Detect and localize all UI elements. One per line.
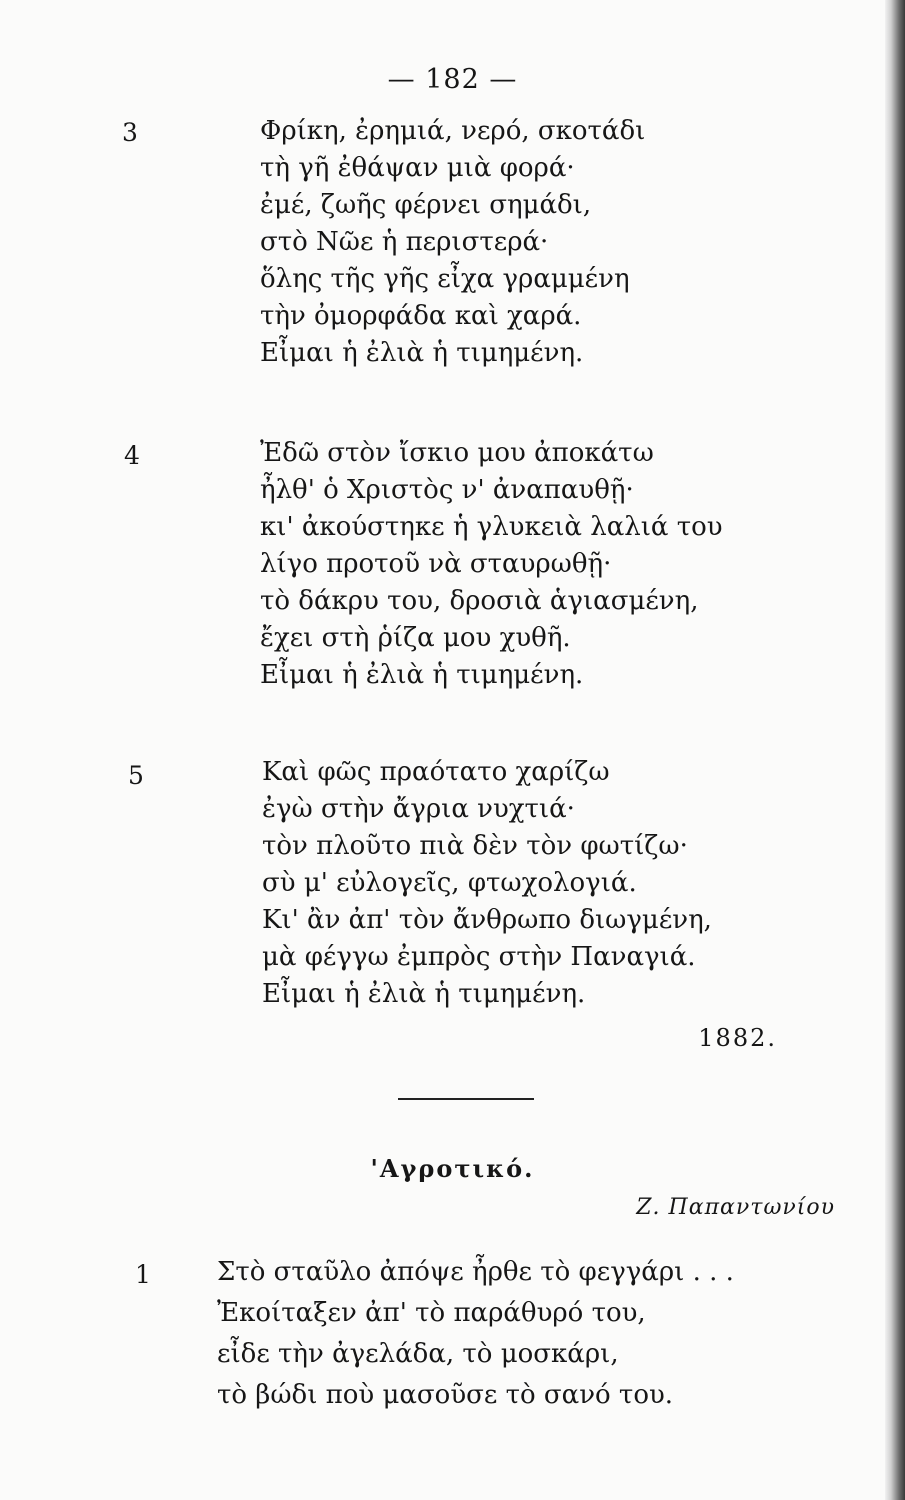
stanza-number: 1 [135, 1260, 151, 1289]
verse-line: τὸ δάκρυ του, δροσιὰ ἁγιασμένη, [260, 586, 699, 616]
stanza-number: 5 [128, 761, 144, 790]
page-edge-shadow [885, 0, 905, 1500]
verse-line: μὰ φέγγω ἐμπρὸς στὴν Παναγιά. [262, 942, 696, 972]
verse-line: ὅλης τῆς γῆς εἶχα γραμμένη [260, 264, 630, 294]
page-number: — 182 — [387, 64, 518, 95]
verse-line: τὴν ὀμορφάδα καὶ χαρά. [260, 301, 582, 331]
verse-line: Καὶ φῶς πραότατο χαρίζω [262, 757, 610, 787]
verse-line: Ἐκοίταξεν ἀπ' τὸ παράθυρό του, [217, 1298, 646, 1328]
verse-line: ἔχει στὴ ῥίζα μου χυθῆ. [260, 623, 571, 653]
verse-line: Εἶμαι ἡ ἐλιὰ ἡ τιμημένη. [262, 979, 586, 1009]
poem-date: 1882. [698, 1024, 777, 1052]
verse-line: εἶδε τὴν ἀγελάδα, τὸ μοσκάρι, [217, 1339, 619, 1369]
verse-line: στὸ Νῶε ἡ περιστερά· [260, 227, 549, 257]
stanza-4 [260, 435, 723, 694]
stanza-3 [260, 113, 645, 372]
verse-line: ἐγὼ στὴν ἄγρια νυχτιά· [262, 794, 575, 824]
stanza-number: 4 [124, 441, 140, 470]
verse-line: ἐμέ, ζωῆς φέρνει σημάδι, [260, 190, 592, 220]
verse-line: Κι' ἂν ἀπ' τὸν ἄνθρωπο διωγμένη, [262, 905, 712, 935]
verse-line: Ἐδῶ στὸν ἴσκιο μου ἀποκάτω [260, 438, 654, 468]
stanza-number: 3 [122, 118, 138, 147]
verse-line: τὸ βώδι ποὺ μασοῦσε τὸ σανό του. [217, 1380, 674, 1410]
verse-line: σὺ μ' εὐλογεῖς, φτωχολογιά. [262, 868, 637, 898]
verse-line: Εἶμαι ἡ ἐλιὰ ἡ τιμημένη. [260, 338, 584, 368]
stanza-1 [217, 1252, 734, 1416]
poem-title: 'Αγροτικό. [370, 1154, 535, 1183]
poem-author: Ζ. Παπαντωνίου [636, 1195, 835, 1220]
stanza-5 [262, 754, 712, 1013]
verse-line: Εἶμαι ἡ ἐλιὰ ἡ τιμημένη. [260, 660, 584, 690]
section-divider [398, 1098, 534, 1100]
verse-line: ἦλθ' ὁ Χριστὸς ν' ἀναπαυθῇ· [260, 475, 634, 505]
verse-line: λίγο προτοῦ νὰ σταυρωθῇ· [260, 549, 612, 579]
verse-line: Στὸ σταῦλο ἀπόψε ἦρθε τὸ φεγγάρι . . . [217, 1257, 734, 1287]
verse-line: Φρίκη, ἐρημιά, νερό, σκοτάδι [260, 116, 646, 146]
verse-line: τὴ γῆ ἐθάψαν μιὰ φορά· [260, 153, 575, 183]
verse-line: τὸν πλοῦτο πιὰ δὲν τὸν φωτίζω· [262, 831, 688, 861]
verse-line: κι' ἀκούστηκε ἡ γλυκειὰ λαλιά του [260, 512, 723, 542]
